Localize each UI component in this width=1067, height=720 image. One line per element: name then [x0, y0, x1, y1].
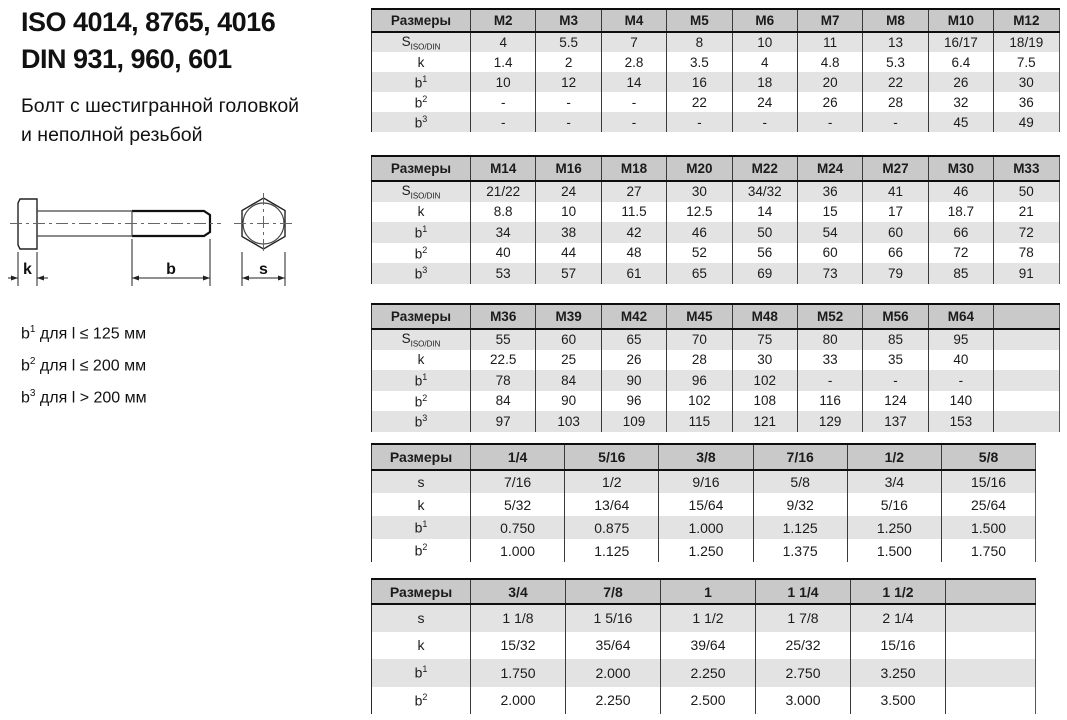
column-header-5-16: 5/16 [565, 444, 659, 470]
cell: - [536, 112, 601, 132]
cell: 102 [667, 391, 732, 412]
row-label-b3: $b^3$ [372, 263, 471, 284]
cell: - [732, 112, 797, 132]
dimension-label-b: b [166, 261, 176, 278]
column-header-1-2: 1/2 [847, 444, 941, 470]
cell: 26 [601, 350, 666, 371]
row-label-b2: $b^2$ [414, 244, 428, 261]
table-row [372, 493, 1036, 516]
column-header-M14: M14 [471, 156, 536, 181]
cell: 36 [797, 181, 862, 202]
column-header-M20: M20 [667, 156, 732, 181]
cell: 33 [797, 350, 862, 371]
column-header-3-4: 3/4 [471, 579, 566, 604]
cell: 60 [536, 329, 601, 350]
table-metric-small [371, 8, 1060, 132]
column-header-7-16: 7/16 [753, 444, 847, 470]
cell: 15/16 [941, 470, 1035, 493]
cell: 3.500 [851, 687, 946, 715]
cell: 12 [536, 72, 601, 92]
column-header-1-1-2: 1 1/2 [851, 579, 946, 604]
cell: - [928, 370, 993, 391]
note-line: $b^2$ для l ≤ 200 мм [21, 355, 147, 375]
column-header-M56: M56 [863, 304, 928, 329]
cell: 70 [667, 329, 732, 350]
table-row [372, 32, 1060, 52]
cell: 50 [994, 181, 1059, 202]
cell: 1.000 [659, 516, 753, 539]
column-header-M12: M12 [994, 9, 1059, 32]
cell: 0.875 [565, 516, 659, 539]
cell: 40 [928, 350, 993, 371]
row-label-b2: $b^2$ [414, 392, 428, 409]
column-header-M64: M64 [928, 304, 993, 329]
cell: 24 [732, 92, 797, 112]
cell: 78 [471, 370, 536, 391]
cell: 30 [667, 181, 732, 202]
column-header-M42: M42 [601, 304, 666, 329]
subtitle-line-2: и неполной резьбой [21, 124, 203, 146]
cell: 39/64 [661, 632, 756, 660]
cell: 96 [601, 391, 666, 412]
cell: - [863, 112, 928, 132]
cell: 1.500 [941, 516, 1035, 539]
column-header-M7: M7 [797, 9, 862, 32]
cell: 10 [471, 72, 536, 92]
subtitle-line-1: Болт с шестигранной головкой [21, 95, 300, 117]
dimension-k [8, 252, 48, 286]
cell: 10 [536, 202, 601, 223]
cell: 3/4 [847, 470, 941, 493]
cell: 30 [732, 350, 797, 371]
table-row [372, 470, 1036, 493]
document-title [21, 4, 275, 78]
column-header-M5: M5 [667, 9, 732, 32]
title-iso-line: ISO 4014, 8765, 4016 [21, 7, 276, 37]
cell: 11.5 [601, 202, 666, 223]
column-header-1-1-4: 1 1/4 [756, 579, 851, 604]
cell: 95 [928, 329, 993, 350]
cell: 2.250 [566, 687, 661, 715]
cell: 121 [732, 411, 797, 432]
cell: 116 [797, 391, 862, 412]
cell: 42 [601, 222, 666, 243]
cell: 5.3 [863, 52, 928, 72]
cell: 1/2 [565, 470, 659, 493]
row-label-b2: $b^2$ [414, 691, 428, 709]
column-header-M18: M18 [601, 156, 666, 181]
cell: 34/32 [732, 181, 797, 202]
dimension-label-s: s [259, 261, 268, 278]
row-label-b3: $b^3$ [372, 411, 471, 432]
cell: 5.5 [536, 32, 601, 52]
cell: 65 [601, 329, 666, 350]
cell: 4 [732, 52, 797, 72]
row-label-b1: $b^1$ [372, 222, 471, 243]
column-header-1: 1 [661, 579, 756, 604]
column-header-M27: M27 [863, 156, 928, 181]
cell: 15/32 [471, 632, 566, 660]
cell: 32 [928, 92, 993, 112]
cell-empty [994, 411, 1060, 432]
dimension-label-k: k [23, 261, 32, 278]
cell: 28 [667, 350, 732, 371]
cell: 108 [732, 391, 797, 412]
cell: 4.8 [797, 52, 862, 72]
cell: 25/32 [756, 632, 851, 660]
cell: 50 [732, 222, 797, 243]
table-header-label: Размеры [372, 9, 471, 32]
cell: 7 [601, 32, 666, 52]
cell: 5/16 [847, 493, 941, 516]
cell: 6.4 [928, 52, 993, 72]
cell: 46 [928, 181, 993, 202]
column-header-3-8: 3/8 [659, 444, 753, 470]
cell: 56 [732, 243, 797, 264]
cell: 15 [797, 202, 862, 223]
table-row [372, 243, 1060, 264]
row-label-k: k [417, 496, 425, 513]
cell: 153 [928, 411, 993, 432]
cell: 103 [536, 411, 601, 432]
column-header-7-8: 7/8 [566, 579, 661, 604]
column-header-M3: M3 [536, 9, 601, 32]
row-label-b1: $b^1$ [372, 370, 471, 391]
column-header-empty [994, 304, 1060, 329]
cell: 26 [928, 72, 993, 92]
cell: 66 [863, 243, 928, 264]
cell: - [471, 92, 536, 112]
cell: 54 [797, 222, 862, 243]
cell: - [601, 112, 666, 132]
cell: 1 1/2 [661, 604, 756, 632]
column-header-M4: M4 [601, 9, 666, 32]
table-header-label: Размеры [372, 444, 471, 470]
cell: 60 [863, 222, 928, 243]
table-metric-large [371, 303, 1060, 432]
cell: 4 [471, 32, 536, 52]
cell: 16/17 [928, 32, 993, 52]
cell: 9/32 [753, 493, 847, 516]
cell: 2.750 [756, 659, 851, 687]
cell: 2.250 [661, 659, 756, 687]
cell: 1 7/8 [756, 604, 851, 632]
cell: 140 [928, 391, 993, 412]
column-header-M16: M16 [536, 156, 601, 181]
cell: 12.5 [667, 202, 732, 223]
column-header-M30: M30 [928, 156, 993, 181]
cell: 14 [601, 72, 666, 92]
column-header-M6: M6 [732, 9, 797, 32]
cell: 90 [601, 370, 666, 391]
cell: 1.750 [471, 659, 566, 687]
row-label-k: k [417, 637, 425, 654]
table-row [372, 72, 1060, 92]
cell: 3.000 [756, 687, 851, 715]
table-header-label: Размеры [372, 579, 471, 604]
cell-empty [946, 687, 1036, 715]
column-header-M8: M8 [863, 9, 928, 32]
cell: 34 [471, 222, 536, 243]
cell: 66 [928, 222, 993, 243]
cell: 35 [863, 350, 928, 371]
column-header-empty [946, 579, 1036, 604]
cell: 69 [732, 263, 797, 284]
cell: 1 5/16 [566, 604, 661, 632]
cell: 80 [797, 329, 862, 350]
cell: 60 [797, 243, 862, 264]
cell: 115 [667, 411, 732, 432]
cell: 26 [797, 92, 862, 112]
cell: 0.750 [471, 516, 565, 539]
cell: 8 [667, 32, 732, 52]
cell: 2 1/4 [851, 604, 946, 632]
cell: 72 [928, 243, 993, 264]
title-din-line: DIN 931, 960, 601 [21, 44, 232, 74]
cell-empty [946, 659, 1036, 687]
cell: - [471, 112, 536, 132]
cell: 21 [994, 202, 1059, 223]
cell: - [863, 370, 928, 391]
cell: 28 [863, 92, 928, 112]
table-inch-small [371, 443, 1036, 562]
cell: 2.000 [471, 687, 566, 715]
cell: 129 [797, 411, 862, 432]
cell: 46 [667, 222, 732, 243]
cell: 55 [471, 329, 536, 350]
table-header-label: Размеры [372, 156, 471, 181]
cell: 38 [536, 222, 601, 243]
cell: 5/32 [471, 493, 565, 516]
table-row [372, 539, 1036, 562]
table-row [372, 659, 1036, 687]
cell: 49 [994, 112, 1059, 132]
dimension-s [242, 252, 285, 286]
cell: 90 [536, 391, 601, 412]
bolt-side-view [10, 199, 221, 249]
cell: 18 [732, 72, 797, 92]
cell: 102 [732, 370, 797, 391]
cell: - [536, 92, 601, 112]
row-label-b2: $b^2$ [414, 93, 428, 111]
cell: 20 [797, 72, 862, 92]
dimension-b [132, 239, 210, 286]
cell: 2.500 [661, 687, 756, 715]
column-header-5-8: 5/8 [941, 444, 1035, 470]
column-header-M39: M39 [536, 304, 601, 329]
note-line: $b^3$ для l > 200 мм [21, 387, 147, 406]
cell: 15/64 [659, 493, 753, 516]
column-header-M36: M36 [471, 304, 536, 329]
cell: 1.250 [847, 516, 941, 539]
cell: 11 [797, 32, 862, 52]
cell: 14 [732, 202, 797, 223]
cell: 78 [994, 243, 1059, 264]
cell: 15/16 [851, 632, 946, 660]
cell: 22 [667, 92, 732, 112]
cell: 35/64 [566, 632, 661, 660]
cell: 18/19 [994, 32, 1059, 52]
column-header-M48: M48 [732, 304, 797, 329]
cell: 1.750 [941, 539, 1035, 562]
row-label-b1: $b^1$ [372, 516, 471, 539]
column-header-M45: M45 [667, 304, 732, 329]
cell: 21/22 [471, 181, 536, 202]
table-row [372, 222, 1060, 243]
cell: 2.000 [566, 659, 661, 687]
row-label-k: k [417, 352, 425, 368]
cell-empty [946, 604, 1036, 632]
cell: 5/8 [753, 470, 847, 493]
column-header-M10: M10 [928, 9, 993, 32]
cell: 1.000 [471, 539, 565, 562]
cell: 1.125 [753, 516, 847, 539]
cell-empty [994, 350, 1060, 371]
hex-front-view [234, 193, 293, 254]
cell: 24 [536, 181, 601, 202]
cell: 48 [601, 243, 666, 264]
cell: 18.7 [928, 202, 993, 223]
cell: 22 [863, 72, 928, 92]
column-header-M24: M24 [797, 156, 862, 181]
table-row [372, 604, 1036, 632]
cell-empty [994, 329, 1060, 350]
row-label-b1: $b^1$ [372, 72, 471, 92]
cell: - [601, 92, 666, 112]
row-label-s: s [372, 470, 471, 493]
row-label-k: k [417, 204, 425, 220]
cell: 40 [471, 243, 536, 264]
cell: 27 [601, 181, 666, 202]
column-header-M33: M33 [994, 156, 1059, 181]
table-row [372, 370, 1060, 391]
column-header-M22: M22 [732, 156, 797, 181]
cell: 8.8 [471, 202, 536, 223]
row-label-b1: $b^1$ [372, 659, 471, 687]
cell: 84 [471, 391, 536, 412]
column-header-M52: M52 [797, 304, 862, 329]
cell-empty [994, 370, 1060, 391]
row-label-S: $S_{ISO/DIN}$ [372, 32, 471, 52]
cell: 45 [928, 112, 993, 132]
cell: 1.500 [847, 539, 941, 562]
cell: 73 [797, 263, 862, 284]
cell: 16 [667, 72, 732, 92]
row-label-S: $S_{ISO/DIN}$ [372, 329, 471, 350]
table-row [372, 52, 1060, 72]
cell: 72 [994, 222, 1059, 243]
cell: 25 [536, 350, 601, 371]
cell: 7/16 [471, 470, 565, 493]
table-header-label: Размеры [372, 304, 471, 329]
cell: 1.4 [471, 52, 536, 72]
table-row [372, 350, 1060, 371]
cell: 36 [994, 92, 1059, 112]
cell: 22.5 [471, 350, 536, 371]
cell: 124 [863, 391, 928, 412]
cell: 75 [732, 329, 797, 350]
cell: 44 [536, 243, 601, 264]
cell: 109 [601, 411, 666, 432]
table-row [372, 516, 1036, 539]
cell: 91 [994, 263, 1059, 284]
cell: 2.8 [601, 52, 666, 72]
cell: 3.250 [851, 659, 946, 687]
table-row [372, 202, 1060, 223]
cell: 13/64 [565, 493, 659, 516]
cell: 1.250 [659, 539, 753, 562]
cell-empty [946, 632, 1036, 660]
cell: 2 [536, 52, 601, 72]
column-header-1-4: 1/4 [471, 444, 565, 470]
notes [21, 316, 147, 411]
row-label-S: $S_{ISO/DIN}$ [372, 181, 471, 202]
cell-empty [994, 391, 1060, 412]
table-inch-large [371, 578, 1036, 714]
cell: - [797, 370, 862, 391]
cell: 41 [863, 181, 928, 202]
row-label-s: s [372, 604, 471, 632]
bolt-technical-drawing [8, 186, 328, 321]
cell: 1 1/8 [471, 604, 566, 632]
table-row [372, 112, 1060, 132]
cell: 57 [536, 263, 601, 284]
cell: 85 [863, 329, 928, 350]
cell: 30 [994, 72, 1059, 92]
document-subtitle [21, 92, 299, 150]
cell: 10 [732, 32, 797, 52]
cell: 52 [667, 243, 732, 264]
row-label-b2: $b^2$ [414, 542, 428, 559]
cell: 84 [536, 370, 601, 391]
table-row [372, 181, 1060, 202]
cell: 97 [471, 411, 536, 432]
cell: 53 [471, 263, 536, 284]
cell: 9/16 [659, 470, 753, 493]
table-row [372, 687, 1036, 715]
table-metric-medium [371, 155, 1060, 284]
cell: 137 [863, 411, 928, 432]
table-row [372, 92, 1060, 112]
note-line: $b^1$ для l ≤ 125 мм [21, 324, 147, 343]
table-row [372, 632, 1036, 660]
cell: 79 [863, 263, 928, 284]
cell: 7.5 [994, 52, 1059, 72]
cell: 17 [863, 202, 928, 223]
cell: 96 [667, 370, 732, 391]
table-row [372, 263, 1060, 284]
cell: - [797, 112, 862, 132]
cell: 85 [928, 263, 993, 284]
cell: 1.375 [753, 539, 847, 562]
cell: 61 [601, 263, 666, 284]
cell: 1.125 [565, 539, 659, 562]
table-row [372, 329, 1060, 350]
column-header-M2: M2 [471, 9, 536, 32]
row-label-b3: $b^3$ [372, 112, 471, 132]
cell: 25/64 [941, 493, 1035, 516]
cell: - [667, 112, 732, 132]
table-row [372, 391, 1060, 412]
row-label-k: k [417, 54, 425, 70]
cell: 65 [667, 263, 732, 284]
table-row [372, 411, 1060, 432]
cell: 13 [863, 32, 928, 52]
cell: 3.5 [667, 52, 732, 72]
